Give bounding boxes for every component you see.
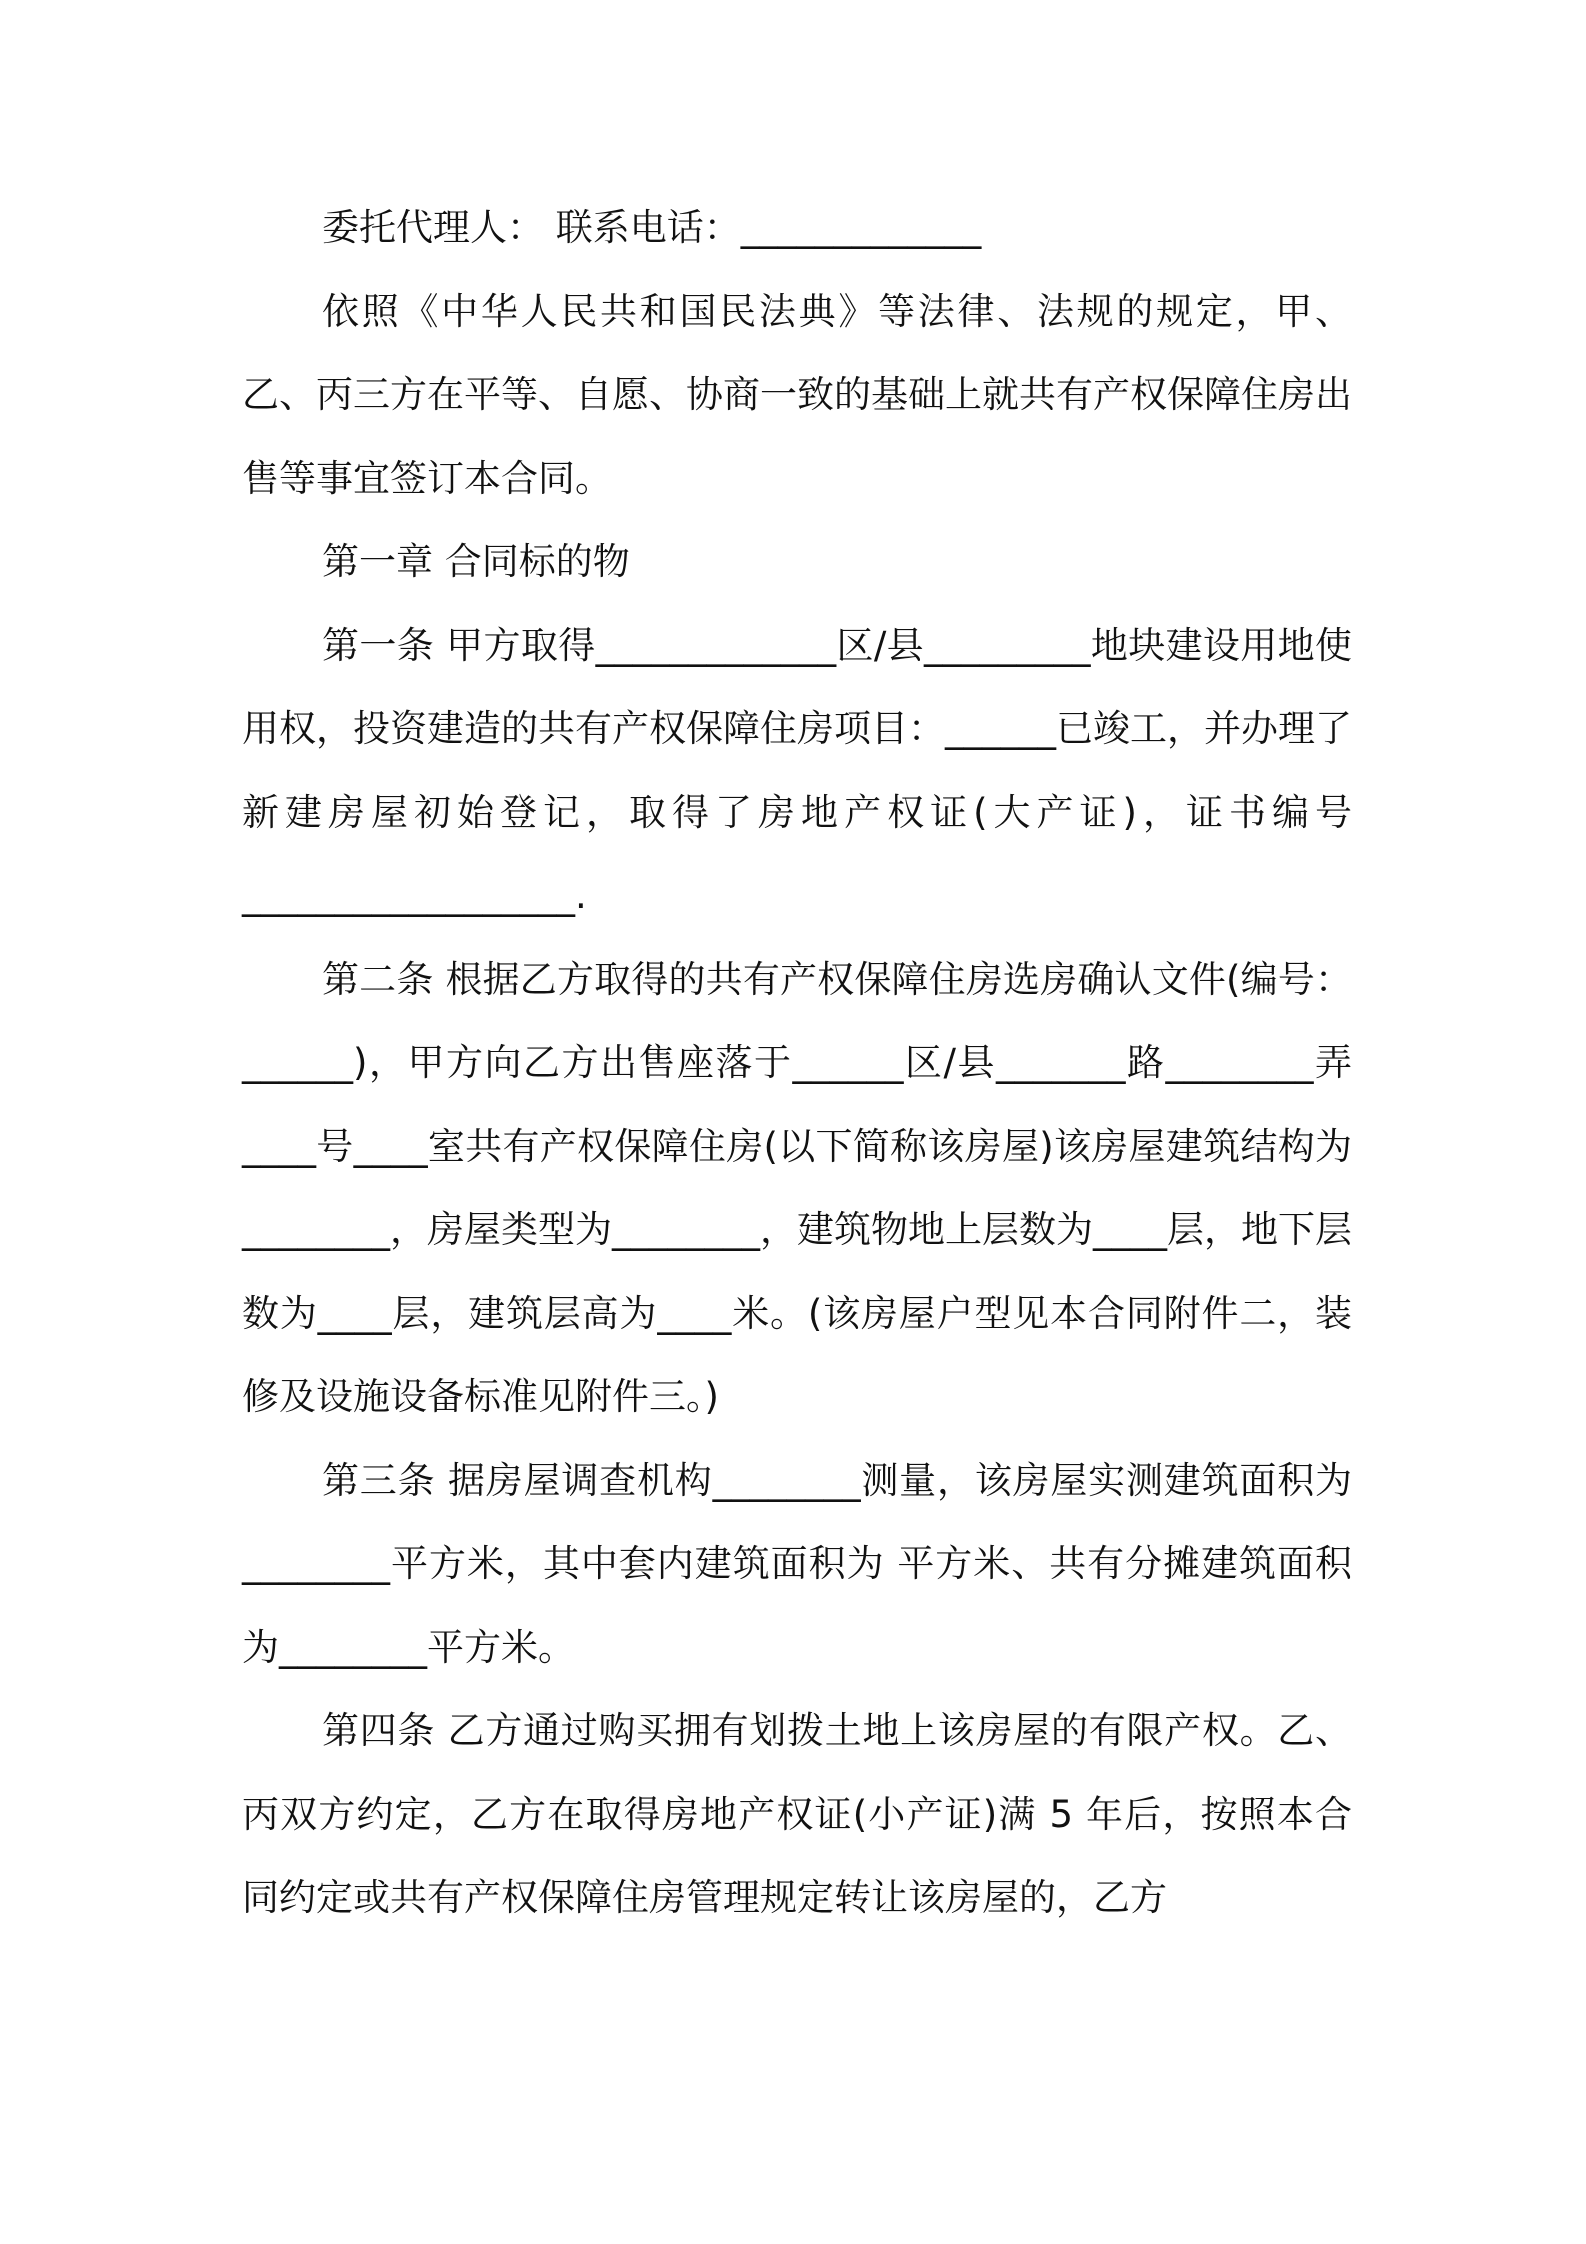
- contract-body: [242, 186, 1352, 1940]
- article-three: 第三条 据房屋调查机构________测量，该房屋实测建筑面积为________平方米，其中套内建筑面积为 平方米、共有分摊建筑面积为________平方米。: [242, 1458, 1352, 1669]
- chapter-one-heading: 第一章 合同标的物: [322, 540, 630, 583]
- article-one: 第一条 甲方取得_____________区/县_________地块建设用地使用权，投资建造的共有产权保障住房项目：______已竣工，并办理了新建房屋初始登记，取得了房地产权证(大产证)，证书编号__________________.: [242, 623, 1352, 917]
- agent-contact-line: 委托代理人： 联系电话：_____________: [322, 206, 982, 249]
- preamble-paragraph: 依照《中华人民共和国民法典》等法律、法规的规定，甲、乙、丙三方在平等、自愿、协商一致的基础上就共有产权保障住房出售等事宜签订本合同。: [242, 289, 1352, 500]
- article-four: 第四条 乙方通过购买拥有划拨土地上该房屋的有限产权。乙、丙双方约定，乙方在取得房地产权证(小产证)满 5 年后，按照本合同约定或共有产权保障住房管理规定转让该房屋的，乙方: [242, 1709, 1352, 1919]
- article-two: 第二条 根据乙方取得的共有产权保障住房选房确认文件(编号：______)，甲方向乙方出售座落于______区/县_______路________弄 ____号____室共有产权保障住房(以下简称该房屋)该房屋建筑结构为________，房屋类型为________，建筑物地上层数为____层，地下层数为____层，建筑层高为____米。(该房屋户型见本合同附件二，装修及设施设备标准见附件三。): [242, 957, 1352, 1418]
